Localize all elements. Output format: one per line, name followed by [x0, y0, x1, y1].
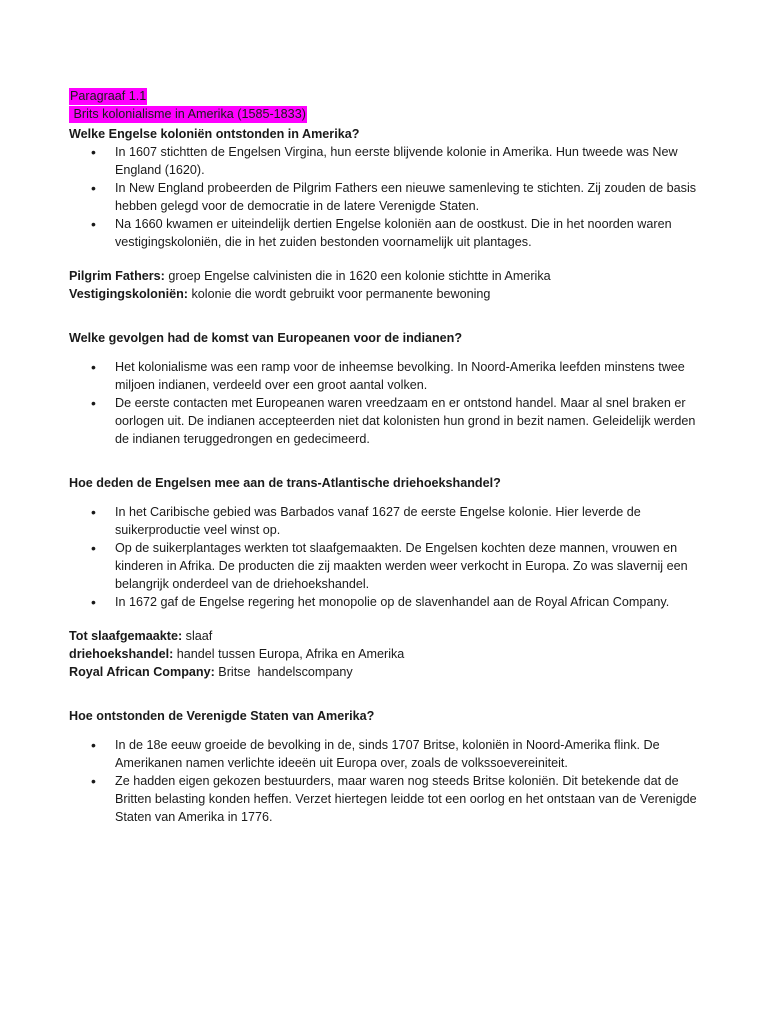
spacer: [69, 347, 709, 358]
list-item: • In New England probeerden de Pilgrim Fathers een nieuwe samenleving te stichten. Zij zouden de basis hebben gelegd voor de democratie in de latere Verenigde Staten.: [69, 179, 709, 215]
definition: [69, 267, 709, 285]
spacer: [69, 681, 709, 707]
definition-text: kolonie die wordt gebruikt voor permanente bewoning: [187, 287, 491, 301]
section-3: [69, 474, 709, 681]
definition-term: driehoekshandel:: [69, 647, 174, 661]
definition-term: Tot slaafgemaakte:: [69, 629, 183, 643]
section-heading: Hoe deden de Engelsen mee aan de trans-Atlantische driehoekshandel?: [69, 476, 501, 490]
section-heading: Welke gevolgen had de komst van Europeanen voor de indianen?: [69, 331, 463, 345]
bullet-list: [69, 503, 709, 611]
definition-text: slaaf: [182, 629, 213, 643]
list-item: • Op de suikerplantages werkten tot slaafgemaakten. De Engelsen kochten deze mannen, vrouwen en kinderen in Afrika. De producten die zij maakten werden weer verkocht in Europa. Zo was slavernij een belangrijk onderdeel van de driehoekshandel.: [69, 539, 709, 593]
bullet-list: [69, 358, 709, 448]
definition-term: Pilgrim Fathers:: [69, 269, 165, 283]
section-heading: Welke Engelse koloniën ontstonden in Amerika?: [69, 127, 360, 141]
subtitle-line: [69, 105, 709, 123]
list-item: • In het Caribische gebied was Barbados vanaf 1627 de eerste Engelse kolonie. Hier leverde de suikerproductie veel winst op.: [69, 503, 709, 539]
definition: [69, 627, 709, 645]
title-block: [69, 87, 709, 123]
list-item: • Na 1660 kwamen er uiteindelijk dertien Engelse koloniën aan de oostkust. Die in het noorden waren vestigingskoloniën, die in het zuiden bestonden voornamelijk uit plantages.: [69, 215, 709, 251]
section-heading: Hoe ontstonden de Verenigde Staten van Amerika?: [69, 709, 375, 723]
bullet-list: [69, 736, 709, 826]
section-2: [69, 329, 709, 448]
section-1: [69, 125, 709, 303]
list-item: • De eerste contacten met Europeanen waren vreedzaam en er ontstond handel. Maar al snel braken er oorlogen uit. De indianen accepteerden niet dat kolonisten hun grond in bezit namen. Geleidelijk werden de indianen teruggedrongen en gedecimeerd.: [69, 394, 709, 448]
document-page: [69, 87, 709, 826]
definition-text: Britse handelscompany: [214, 665, 353, 679]
definition-text: groep Engelse calvinisten die in 1620 een kolonie stichtte in Amerika: [164, 269, 551, 283]
section-4: [69, 707, 709, 826]
definition-term: Royal African Company:: [69, 665, 215, 679]
paragraph-label: Paragraaf 1.1: [70, 89, 147, 103]
definition-term: Vestigingskoloniën:: [69, 287, 188, 301]
spacer: [69, 492, 709, 503]
list-item: • In de 18e eeuw groeide de bevolking in de, sinds 1707 Britse, koloniën in Noord-Amerika flink. De Amerikanen namen verlichte ideeën uit Europa over, zoals de volkssoevereiniteit.: [69, 736, 709, 772]
list-item: • In 1607 stichtten de Engelsen Virgina, hun eerste blijvende kolonie in Amerika. Hun tweede was New England (1620).: [69, 143, 709, 179]
spacer: [69, 725, 709, 736]
paragraph-label-line: [69, 87, 709, 105]
spacer: [69, 611, 709, 627]
definition-text: handel tussen Europa, Afrika en Amerika: [173, 647, 405, 661]
definition: [69, 663, 709, 681]
list-item: • In 1672 gaf de Engelse regering het monopolie op de slavenhandel aan de Royal African Company.: [69, 593, 709, 611]
list-item: • Ze hadden eigen gekozen bestuurders, maar waren nog steeds Britse koloniën. Dit betekende dat de Britten belasting konden heffen. Verzet hiertegen leidde tot een oorlog en het ontstaan van de Verenigde Staten van Amerika in 1776.: [69, 772, 709, 826]
spacer: [69, 303, 709, 329]
list-item: • Het kolonialisme was een ramp voor de inheemse bevolking. In Noord-Amerika leefden minstens twee miljoen indianen, verdeeld over een groot aantal volken.: [69, 358, 709, 394]
definition: [69, 285, 709, 303]
spacer: [69, 448, 709, 474]
spacer: [69, 251, 709, 267]
definition: [69, 645, 709, 663]
bullet-list: [69, 143, 709, 251]
chapter-subtitle: Brits kolonialisme in Amerika (1585-1833): [70, 107, 306, 121]
